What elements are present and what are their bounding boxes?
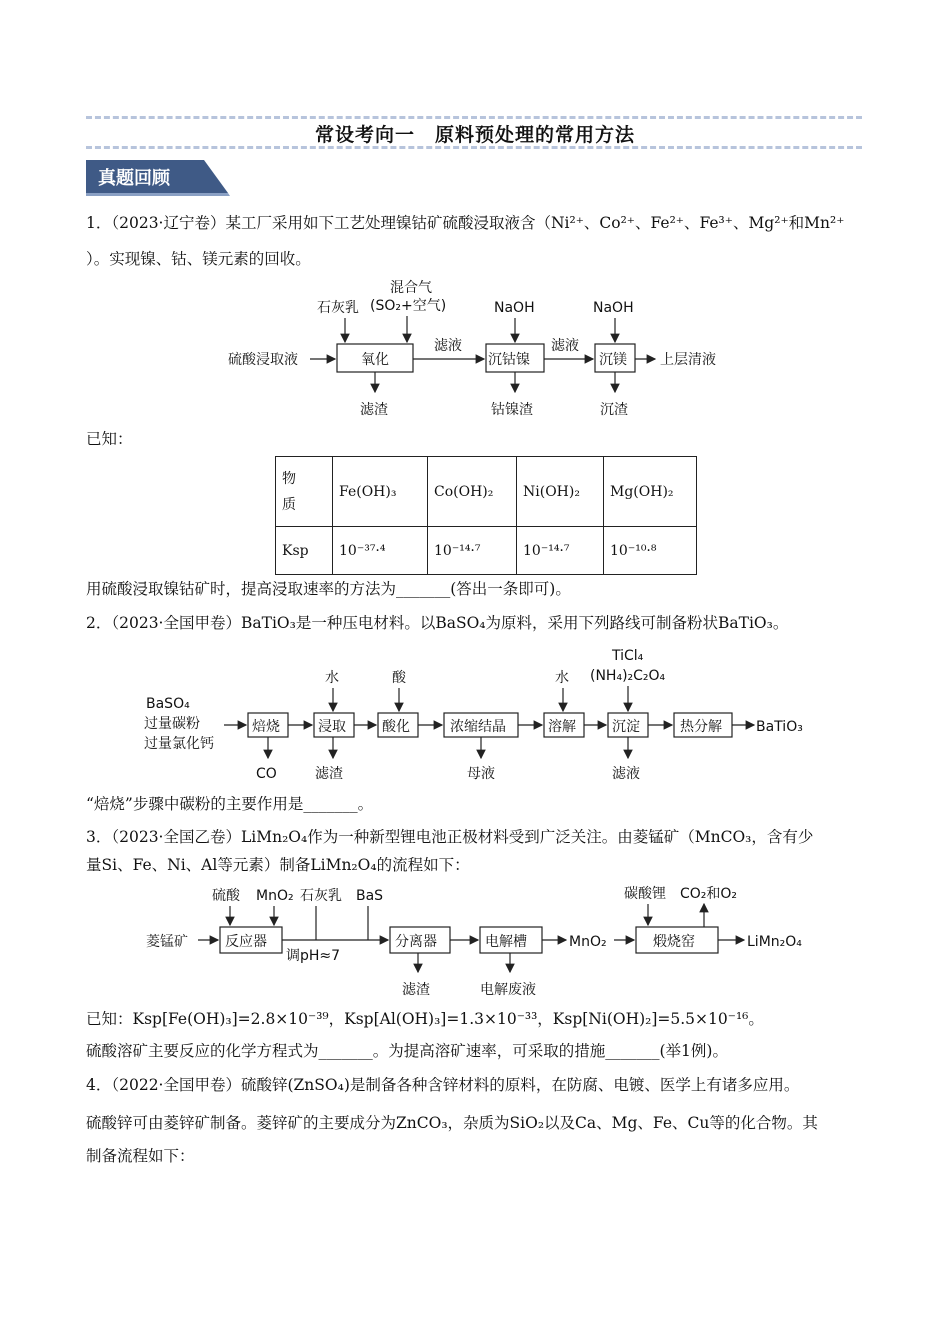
q1-table-head-substance: 物 质 [276, 457, 333, 527]
q2-flowchart [140, 644, 820, 788]
q2-step-acidify: 酸化 [382, 719, 410, 735]
q1-known-label: 已知： [86, 430, 133, 448]
q2-feed3: 过量氯化钙 [144, 736, 214, 752]
q1-stem-line2: ）。实现镍、钴、镁元素的回收。 [86, 250, 311, 268]
q3-out-residue: 滤渣 [402, 982, 430, 998]
q1-table-head-fe: Fe(OH)₃ [333, 457, 428, 527]
q2-step-precipitate: 沉淀 [612, 719, 640, 735]
q3-stem-line1: 3．（2023·全国乙卷）LiMn₂O₄作为一种新型锂电池正极材料受到广泛关注。由菱锰矿（MnCO₃，含有少 [86, 828, 814, 846]
q1-table-val-mg: 10⁻¹⁰·⁸ [604, 527, 697, 575]
page-title: 常设考向一 原料预处理的常用方法 [314, 124, 635, 146]
q3-flowchart [140, 880, 820, 1002]
q2-input-ticl4: TiCl₄ [612, 648, 644, 664]
q3-ph-label: 调pH≈7 [286, 948, 341, 964]
q2-step-dissolve: 溶解 [548, 719, 576, 735]
q1-table-val-ni: 10⁻¹⁴·⁷ [517, 527, 604, 575]
q3-input-acid: 硫酸 [212, 888, 240, 904]
q2-step-crystallize: 浓缩结晶 [450, 719, 506, 735]
q3-step-electrolyzer: 电解槽 [485, 934, 527, 950]
q1-input-gas: 混合气 [390, 280, 432, 296]
q3-input-li2co3: 碳酸锂 [624, 886, 666, 902]
q2-input-acid: 酸 [392, 670, 406, 686]
q3-step-kiln: 煅烧窑 [653, 934, 695, 950]
q2-input-water1: 水 [325, 670, 339, 686]
section-badge [86, 160, 231, 196]
q2-out-filtrate: 滤液 [612, 766, 640, 782]
q3-gas-out: CO₂和O₂ [680, 886, 738, 902]
q2-out-co: CO [256, 766, 277, 782]
q1-stem-line1: 1．（2023·辽宁卷）某工厂采用如下工艺处理镍钴矿硫酸浸取液含（Ni²⁺、Co²⁺、Fe²⁺、Fe³⁺、Mg²⁺和Mn²⁺ [86, 214, 845, 232]
q1-table-head-ni: Ni(OH)₂ [517, 457, 604, 527]
q3-step-separator: 分离器 [395, 934, 437, 950]
q1-feed-label: 硫酸浸取液 [228, 352, 298, 368]
q1-input-gas-detail: (SO₂+空气) [370, 298, 447, 314]
q1-table-head-co: Co(OH)₂ [428, 457, 517, 527]
q2-input-water2: 水 [555, 670, 569, 686]
q1-step-co-ni-label: 沉钴镍 [488, 352, 530, 368]
q1-out-residue: 滤渣 [360, 402, 388, 418]
q1-table-val-co: 10⁻¹⁴·⁷ [428, 527, 517, 575]
q4-stem-line3: 制备流程如下： [86, 1147, 195, 1165]
q1-table-row-ksp: Ksp [276, 527, 333, 575]
q1-out-sediment: 沉渣 [600, 402, 628, 418]
q1-input-naoh2: NaOH [593, 300, 634, 316]
q2-out-mother-liquor: 母液 [467, 766, 495, 782]
q1-step-oxidation-label: 氧化 [361, 352, 389, 368]
q2-step-leach: 浸取 [318, 719, 346, 735]
q2-feed1: BaSO₄ [146, 696, 190, 712]
q3-input-bas: BaS [356, 888, 384, 904]
q3-question: 硫酸溶矿主要反应的化学方程式为_______。为提高溶矿速率，可采取的措施_______(举1例)。 [86, 1042, 728, 1060]
q3-out-waste: 电解废液 [480, 982, 536, 998]
q3-mid-mno2: MnO₂ [569, 934, 607, 950]
q1-table-head-mg: Mg(OH)₂ [604, 457, 697, 527]
q2-step-decompose: 热分解 [680, 719, 722, 735]
section-badge-label: 真题回顾 [98, 168, 170, 189]
q1-input-naoh1: NaOH [494, 300, 535, 316]
q2-feed2: 过量碳粉 [144, 716, 200, 732]
q3-input-lime: 石灰乳 [300, 888, 342, 904]
q3-input-mno2: MnO₂ [256, 888, 294, 904]
q1-question: 用硫酸浸取镍钴矿时，提高浸取速率的方法为_______(答出一条即可)。 [86, 580, 571, 598]
q3-output: LiMn₂O₄ [747, 934, 802, 950]
q2-input-oxalate: (NH₄)₂C₂O₄ [590, 668, 666, 684]
q3-known: 已知：Ksp[Fe(OH)₃]=2.8×10⁻³⁹，Ksp[Al(OH)₃]=1.3×10⁻³³，Ksp[Ni(OH)₂]=5.5×10⁻¹⁶。 [86, 1010, 764, 1028]
q4-stem-line1: 4．（2022·全国甲卷）硫酸锌(ZnSO₄)是制备各种含锌材料的原料，在防腐、电镀、医学上有诸多应用。 [86, 1076, 800, 1094]
q1-output-label: 上层清液 [660, 352, 716, 368]
q1-table-val-fe: 10⁻³⁷·⁴ [333, 527, 428, 575]
q2-step-roast: 焙烧 [252, 719, 280, 735]
q4-stem-line2: 硫酸锌可由菱锌矿制备。菱锌矿的主要成分为ZnCO₃，杂质为SiO₂以及Ca、Mg、Fe、Cu等的化合物。其 [86, 1114, 818, 1132]
q3-step-reactor: 反应器 [225, 934, 267, 950]
q1-ksp-table [275, 456, 697, 575]
q1-flowchart [220, 278, 740, 420]
q3-stem-line2: 量Si、Fe、Ni、Al等元素）制备LiMn₂O₄的流程如下： [86, 856, 470, 874]
header-divider-left [86, 116, 862, 119]
q2-output: BaTiO₃ [756, 719, 803, 735]
q1-input-lime: 石灰乳 [317, 300, 359, 316]
q1-out-co-ni: 钴镍渣 [491, 402, 533, 418]
q2-stem-line1: 2．（2023·全国甲卷）BaTiO₃是一种压电材料。以BaSO₄为原料，采用下列路线可制备粉状BaTiO₃。 [86, 614, 789, 632]
q1-mid2-label: 滤液 [551, 338, 579, 354]
q2-question: “焙烧”步骤中碳粉的主要作用是_______。 [86, 795, 374, 813]
q1-step-mg-label: 沉镁 [599, 352, 627, 368]
q2-out-residue: 滤渣 [315, 766, 343, 782]
q1-mid1-label: 滤液 [434, 338, 462, 354]
q3-feed: 菱锰矿 [146, 934, 188, 950]
